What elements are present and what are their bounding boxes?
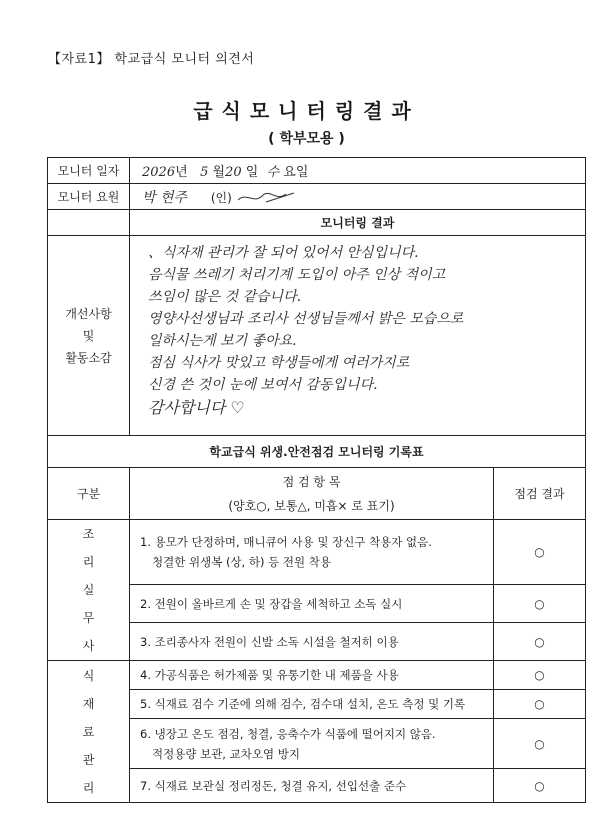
check-item-text: 2. 전원이 올바르게 손 및 장갑을 세척하고 소독 실시 <box>140 596 403 611</box>
check-result: ○ <box>494 661 586 690</box>
opinion-line: 음식물 쓰레기 처리기계 도입이 아주 인상 적이고 <box>148 267 446 283</box>
date-day: 20 <box>225 165 242 180</box>
table-row <box>48 520 586 585</box>
check-item <box>130 769 494 803</box>
category-char: 사 <box>82 639 95 653</box>
date-label: 모니터 일자 <box>48 158 130 184</box>
check-result: ○ <box>494 623 586 661</box>
opinion-label-1: 개선사항 <box>65 306 112 321</box>
page-title: 급식모니터링결과 <box>193 99 420 123</box>
record-title-row <box>48 436 586 468</box>
check-item-text: 6. 냉장고 온도 점검, 청결, 응축수가 식품에 떨어지지 않음. <box>140 726 436 741</box>
category-cook-staff <box>48 520 130 661</box>
category-char: 관 <box>82 752 95 767</box>
opinion-line: 일하시는게 보기 좋아요. <box>148 333 297 349</box>
record-header-row <box>48 468 586 520</box>
check-item-text: 7. 식재료 보관실 정리정돈, 청결 유지, 선입선출 준수 <box>140 778 407 793</box>
opinion-line: 감사합니다 ♡ <box>148 398 245 417</box>
category-char: 실 <box>82 583 95 597</box>
monitor-form <box>47 157 586 803</box>
check-result: ○ <box>494 719 586 769</box>
member-row <box>48 184 586 210</box>
results-title-row <box>48 210 586 236</box>
opinion-label-3: 활동소감 <box>65 350 112 365</box>
check-item-text: 적정용량 보관, 교차오염 방지 <box>152 746 300 761</box>
check-item-text: 청결한 위생복 (상, 하) 등 전원 착용 <box>152 555 331 570</box>
date-day-unit: 일 <box>245 165 259 180</box>
check-item <box>130 690 494 719</box>
page-subtitle: ( 학부모용 ) <box>268 131 345 147</box>
category-char: 조 <box>82 527 95 541</box>
opinion-line: 쓰임이 많은 것 같습니다. <box>148 289 302 305</box>
category-char: 료 <box>82 724 95 739</box>
date-weekday-unit: 요일 <box>283 165 309 180</box>
opinion-line: 、식자재 관리가 잘 되어 있어서 안심입니다. <box>148 245 419 261</box>
opinion-line: 점심 식사가 맛있고 학생들에게 여러가지로 <box>148 355 410 371</box>
opinion-text <box>130 236 586 436</box>
check-item <box>130 623 494 661</box>
member-name: 박 현주 <box>142 189 188 206</box>
date-weekday: 수 <box>266 165 280 180</box>
date-year: 2026 <box>142 165 176 180</box>
check-result: ○ <box>494 585 586 623</box>
check-item-text: 3. 조리종사자 전원이 신발 소독 시설을 철저히 이용 <box>140 634 399 649</box>
opinion-label-2: 및 <box>82 328 95 343</box>
date-value <box>130 158 586 184</box>
check-result: ○ <box>494 690 586 719</box>
opinion-label <box>48 236 130 436</box>
member-value <box>130 184 586 210</box>
opinion-row <box>48 236 586 436</box>
check-result: ○ <box>494 520 586 585</box>
category-ingredients <box>48 661 130 803</box>
category-char: 재 <box>82 696 95 711</box>
items-header-legend: (양호○, 보통△, 미흡× 로 표기) <box>228 498 395 513</box>
date-month-unit: 월 <box>212 165 226 180</box>
items-header <box>130 468 494 520</box>
result-header: 점검 결과 <box>494 468 586 520</box>
check-item-text: 5. 식재료 검수 기준에 의해 검수, 검수대 설치, 온도 측정 및 기록 <box>140 697 466 711</box>
results-title: 모니터링 결과 <box>130 210 586 236</box>
check-item <box>130 520 494 585</box>
category-char: 리 <box>82 780 95 795</box>
category-header: 구분 <box>48 468 130 520</box>
date-year-unit: 년 <box>175 165 188 180</box>
member-label: 모니터 요원 <box>48 184 130 210</box>
check-item <box>130 719 494 769</box>
check-item-text: 1. 용모가 단정하며, 매니큐어 사용 및 장신구 착용자 없음. <box>140 535 432 550</box>
check-result: ○ <box>494 769 586 803</box>
category-char: 무 <box>82 611 95 625</box>
category-char: 식 <box>82 668 95 683</box>
check-item <box>130 661 494 690</box>
check-item-text: 4. 가공식품은 허가제품 및 유통기한 내 제품을 사용 <box>140 668 399 682</box>
signature-scribble <box>236 190 296 206</box>
record-title: 학교급식 위생.안전점검 모니터링 기록표 <box>48 436 586 468</box>
items-header-title: 점 검 항 목 <box>282 474 341 489</box>
opinion-line: 신경 쓴 것이 눈에 보여서 감동입니다. <box>148 377 378 393</box>
signature-mark: (인) <box>210 190 232 205</box>
document-tag: 【자료1】 학교급식 모니터 의견서 <box>48 52 255 67</box>
check-item <box>130 585 494 623</box>
table-row <box>48 661 586 690</box>
date-month: 5 <box>200 165 209 180</box>
date-row <box>48 158 586 184</box>
opinion-line: 영양사선생님과 조리사 선생님들께서 밝은 모습으로 <box>148 311 464 327</box>
category-char: 리 <box>82 555 95 569</box>
